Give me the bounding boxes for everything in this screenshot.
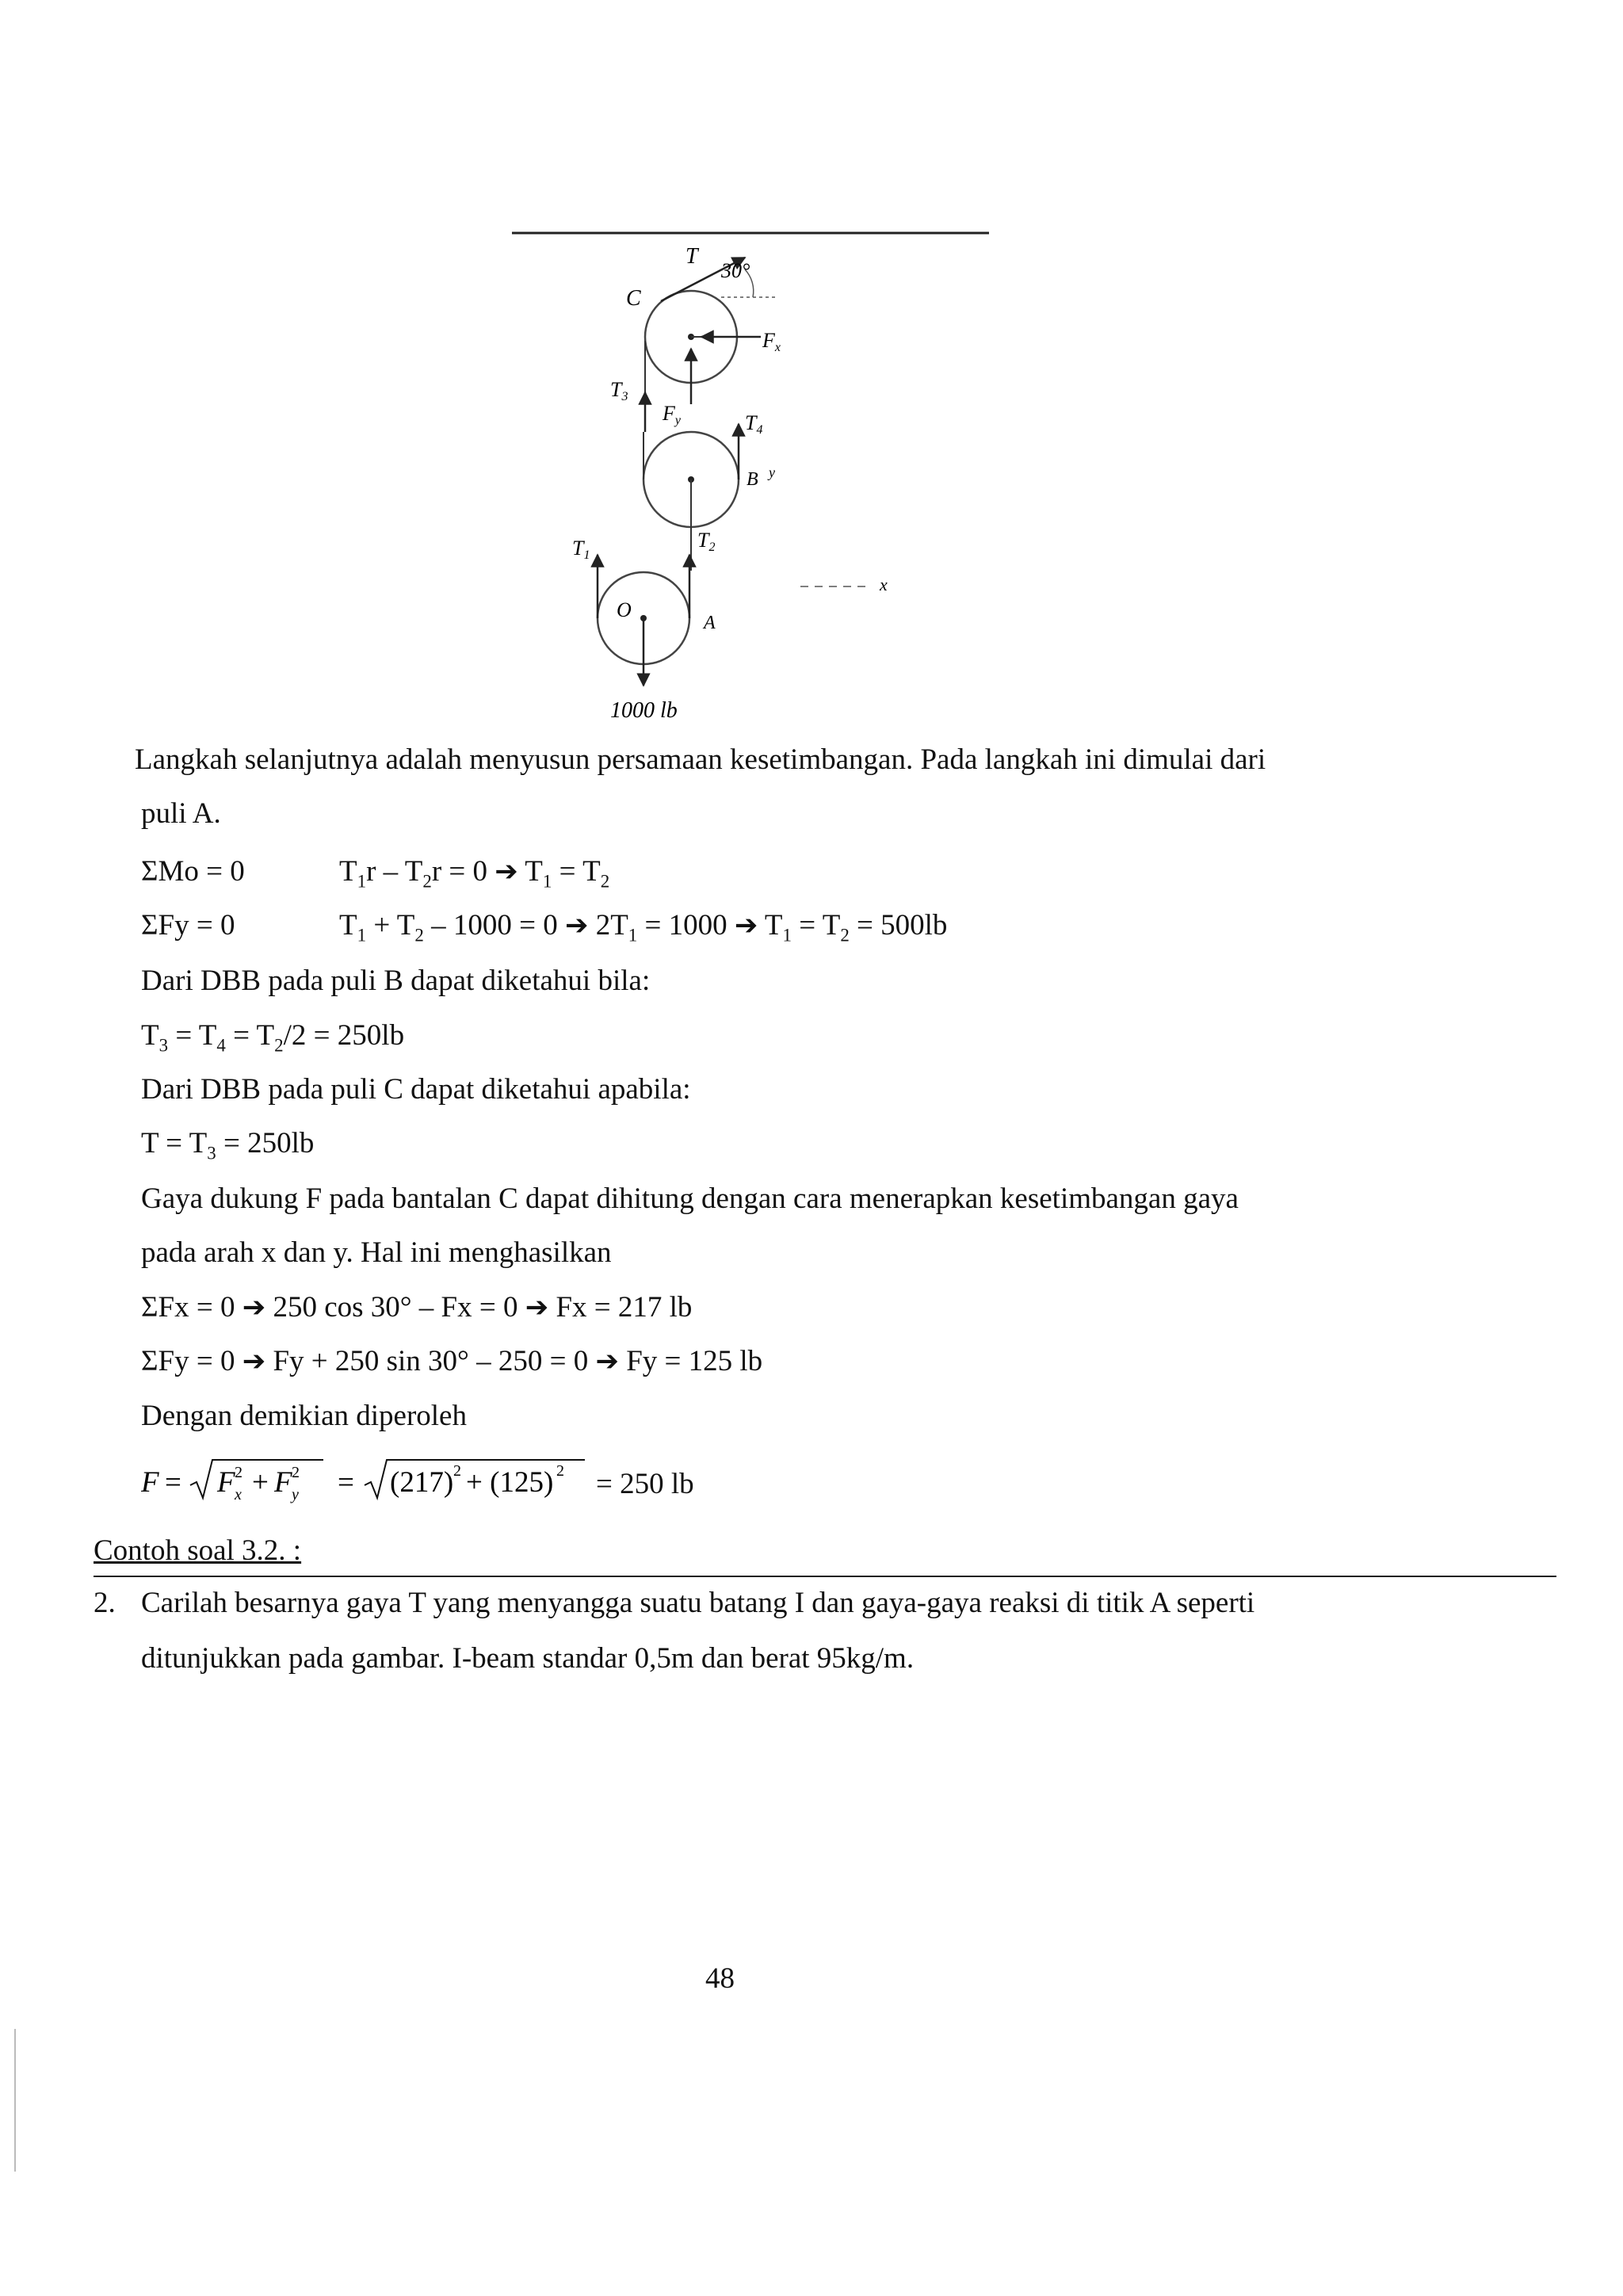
svg-text:=: = — [338, 1466, 354, 1499]
eq2-right: $T_1 + T_2 - 1000 = 0$ ➔ $2T_1 = 1000$ ➔ $T_1 = T_2 = 500lb$ — [339, 909, 948, 946]
para1-line1: Langkah selanjutnya adalah menyusun persamaan kesetimbangan. Pada langkah ini dimulai dari — [135, 743, 1266, 776]
example-line2: ditunjukkan pada gambar. I-beam standar 0,5m dan berat 95kg/m. — [141, 1642, 915, 1675]
label-angle: 30° — [721, 259, 750, 282]
resultant-value: = 250 lb — [596, 1468, 694, 1500]
eq1-right: $T_1r - T_2r = 0$ ➔ $T_1 = T_2$ — [339, 855, 610, 892]
svg-text:F: F — [217, 1466, 235, 1499]
line-dbb-b: Dari DBB pada puli B dapat diketahui bila: — [141, 965, 651, 997]
label-load: 1000 lb — [610, 698, 678, 723]
pulley-diagram — [507, 222, 999, 729]
label-t: T — [685, 244, 698, 269]
svg-text:F: F — [274, 1466, 292, 1499]
eq2-left: ΣFy = 0 — [141, 909, 235, 942]
label-fy: Fy — [663, 402, 681, 427]
svg-text:2: 2 — [235, 1464, 242, 1481]
example-line1: Carilah besarnya gaya T yang menyangga suatu batang I dan gaya-gaya reaksi di titik A seperti — [141, 1587, 1255, 1619]
svg-text:(217): (217) — [390, 1466, 454, 1499]
label-a: A — [704, 613, 716, 633]
svg-text:y: y — [292, 1486, 299, 1503]
svg-text:F: F — [141, 1466, 159, 1499]
para2-line2: pada arah x dan y. Hal ini menghasilkan — [141, 1236, 612, 1269]
label-c: C — [626, 286, 641, 311]
label-x: x — [880, 575, 888, 594]
page-number: 48 — [705, 1962, 735, 1995]
svg-text:+ (125): + (125) — [466, 1466, 554, 1499]
label-b: B — [747, 469, 758, 490]
label-fx: Fx — [762, 329, 781, 354]
label-t1: T1 — [572, 537, 590, 562]
pulley-diagram-svg — [507, 222, 999, 729]
example-heading: Contoh soal 3.2. : — [94, 1534, 302, 1567]
svg-text:+: + — [252, 1466, 269, 1499]
example-item-number: 2. — [94, 1587, 116, 1619]
eq1-left: ΣMo = 0 — [141, 855, 245, 888]
label-o: O — [617, 598, 632, 621]
line-t3-t4: $T_3 = T_4 = T_2/2 = 250lb$ — [141, 1019, 405, 1056]
equation-sum-fx: ΣFx = 0 ➔ 250 cos 30° – Fx = 0 ➔ Fx = 217 lb — [141, 1291, 693, 1324]
line-dbb-c: Dari DBB pada puli C dapat diketahui apabila: — [141, 1073, 691, 1106]
svg-text:=: = — [165, 1466, 181, 1499]
svg-text:2: 2 — [292, 1464, 300, 1481]
svg-text:x: x — [235, 1486, 242, 1503]
para2-line1: Gaya dukung F pada bantalan C dapat dihitung dengan cara menerapkan kesetimbangan gaya — [141, 1182, 1239, 1215]
svg-text:2: 2 — [453, 1462, 461, 1480]
line-t-t3: $T = T_3 = 250lb$ — [141, 1127, 315, 1163]
label-y: y — [769, 464, 775, 480]
label-t4: T4 — [745, 411, 763, 437]
para1-line2: puli A. — [141, 797, 221, 830]
svg-text:2: 2 — [556, 1462, 564, 1480]
divider-line — [94, 1576, 1556, 1577]
scan-margin-mark — [14, 2029, 16, 2172]
equation-sum-fy-c: ΣFy = 0 ➔ Fy + 250 sin 30° – 250 = 0 ➔ Fy = 125 lb — [141, 1345, 763, 1377]
label-t2: T2 — [697, 529, 716, 554]
label-t3: T3 — [610, 378, 628, 403]
line-dengan: Dengan demikian diperoleh — [141, 1400, 467, 1432]
